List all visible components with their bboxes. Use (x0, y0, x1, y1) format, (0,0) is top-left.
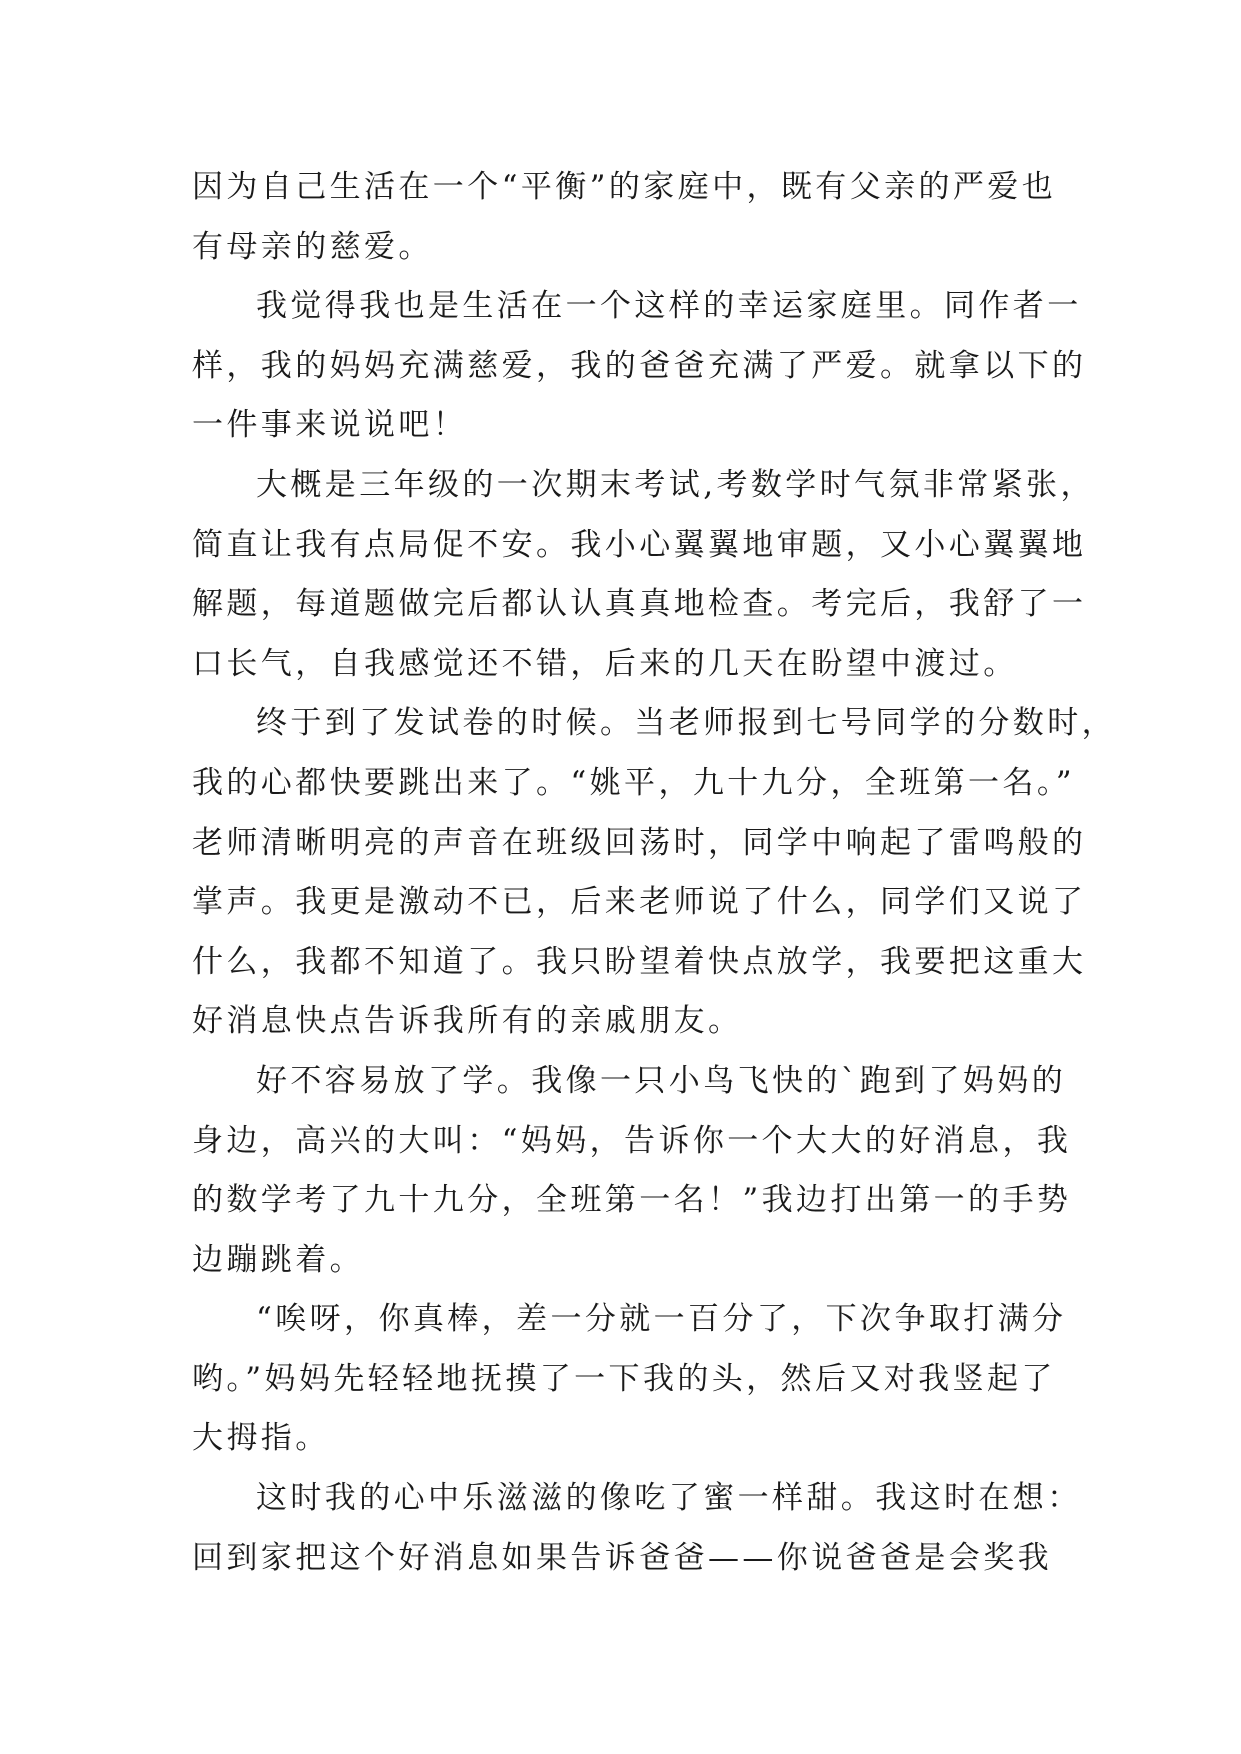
text-line: 好消息快点告诉我所有的亲戚朋友。 (192, 1003, 743, 1040)
text-line: 这时我的心中乐滋滋的像吃了蜜一样甜。我这时在想： (256, 1480, 1082, 1517)
text-line: 因为自己生活在一个“平衡”的家庭中，既有父亲的严爱也 (192, 169, 1057, 205)
text-line: 回到家把这个好消息如果告诉爸爸——你说爸爸是会奖我 (192, 1539, 1052, 1576)
document-body (192, 158, 1116, 1588)
text-line: 大概是三年级的一次期末考试,考数学时气氛非常紧张， (256, 466, 1095, 503)
text-line: 掌声。我更是激动不已，后来老师说了什么，同学们又说了 (192, 884, 1087, 921)
text-line: 哟。”妈妈先轻轻地抚摸了一下我的头，然后又对我竖起了 (192, 1360, 1056, 1397)
text-line: 简直让我有点局促不安。我小心翼翼地审题，又小心翼翼地 (192, 526, 1087, 563)
text-line: 大拇指。 (192, 1420, 330, 1457)
text-line: 有母亲的慈爱。 (192, 228, 433, 265)
text-line: 解题，每道题做完后都认认真真地检查。考完后，我舒了一 (192, 586, 1087, 623)
text-line: 我的心都快要跳出来了。“姚平，九十九分，全班第一名。” (192, 764, 1075, 801)
text-line: 的数学考了九十九分，全班第一名！”我边打出第一的手势 (192, 1182, 1072, 1219)
text-line: 样，我的妈妈充满慈爱，我的爸爸充满了严爱。就拿以下的 (192, 347, 1087, 384)
text-line: 老师清晰明亮的声音在班级回荡时，同学中响起了雷鸣般的 (192, 824, 1087, 861)
text-line: 边蹦跳着。 (192, 1241, 364, 1278)
text-line: “唉呀，你真棒，差一分就一百分了，下次争取打满分 (256, 1301, 1067, 1338)
text-line: 我觉得我也是生活在一个这样的幸运家庭里。同作者一 (256, 288, 1082, 325)
text-line: 身边，高兴的大叫：“妈妈，告诉你一个大大的好消息，我 (192, 1122, 1072, 1159)
text-line: 口长气，自我感觉还不错，后来的几天在盼望中渡过。 (192, 645, 1018, 682)
text-line: 什么，我都不知道了。我只盼望着快点放学，我要把这重大 (192, 943, 1087, 980)
text-line: 好不容易放了学。我像一只小鸟飞快的`跑到了妈妈的 (256, 1062, 1067, 1099)
text-line: 终于到了发试卷的时候。当老师报到七号同学的分数时， (256, 705, 1116, 742)
text-line: 一件事来说说吧！ (192, 407, 468, 444)
